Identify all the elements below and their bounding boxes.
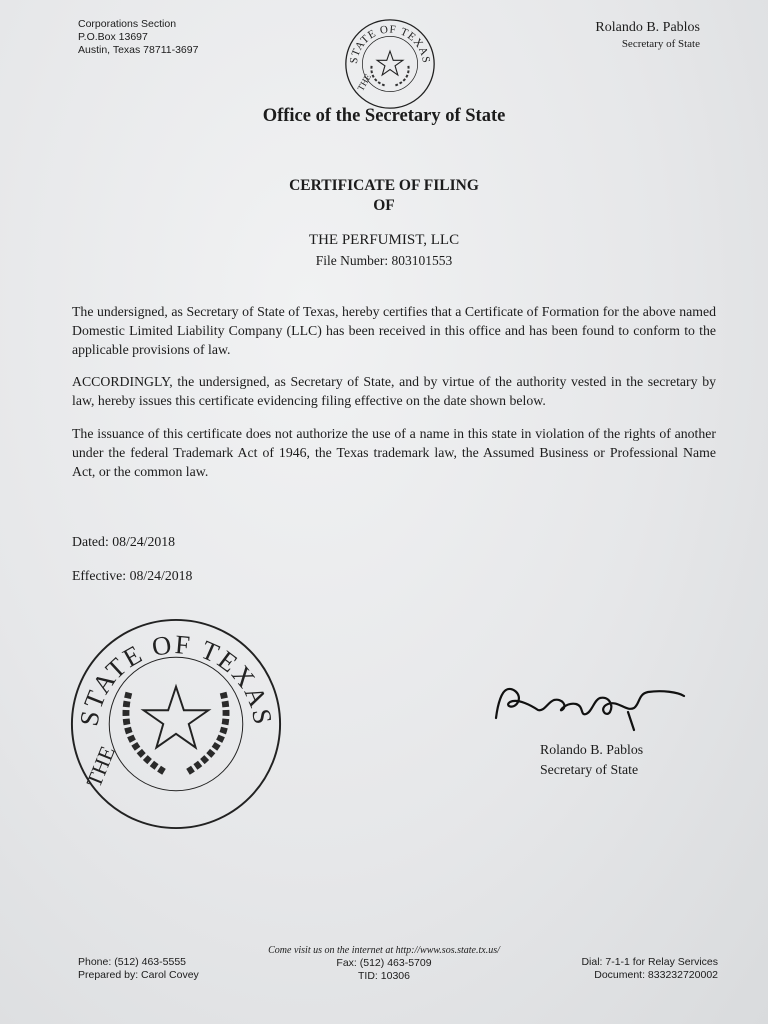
entity-name: THE PERFUMIST, LLC: [308, 232, 460, 248]
texas-seal-small-icon: [344, 18, 436, 110]
paragraph-certification: The undersigned, as Secretary of State of Texas, hereby certifies that a Certificate of Formation for the above named Domestic Limited Liability Company (LLC) has been received in this office and has been found to conform to the applicable provisions of law.: [72, 304, 716, 357]
certificate-title-line-1: CERTIFICATE OF FILING: [289, 177, 479, 194]
certificate-title: [0, 176, 768, 216]
paragraph-disclaimer: The issuance of this certificate does not authorize the use of a name in this state in violation of the rights of another under the federal Trademark Act of 1946, the Texas trademark law, the Assumed Business or Professional Name Act, or the common law.: [72, 426, 716, 479]
address-line-3: Austin, Texas 78711-3697: [78, 44, 199, 56]
return-address: [78, 18, 198, 57]
paragraph-accordingly: ACCORDINGLY, the undersigned, as Secretary of State, and by virtue of the authority vested in the secretary by law, hereby issues this certificate evidencing filing effective on the date shown below.: [72, 374, 716, 408]
svg-text:THE: THE: [355, 72, 374, 93]
footer-dial: Dial: 7-1-1 for Relay Services: [581, 956, 718, 968]
signatory-title: Secretary of State: [540, 762, 639, 777]
address-line-1: Corporations Section: [78, 18, 177, 30]
header-secretary-name: Rolando B. Pablos: [595, 20, 700, 35]
file-number: File Number: 803101553: [315, 253, 453, 268]
signatory-name: Rolando B. Pablos: [540, 742, 644, 757]
header-secretary: [595, 20, 700, 50]
footer-tid: TID: 10306: [358, 970, 410, 982]
footer-prepared-by: Prepared by: Carol Covey: [78, 969, 199, 981]
svg-text:THE: THE: [81, 742, 120, 791]
certificate-title-line-2: OF: [373, 197, 395, 214]
texas-seal-large-icon: [68, 616, 284, 832]
header-secretary-title: Secretary of State: [621, 38, 700, 50]
footer-visit-link: Come visit us on the internet at http://www.sos.state.tx.us/: [268, 945, 500, 956]
effective-line: Effective: 08/24/2018: [72, 568, 193, 583]
office-title: Office of the Secretary of State: [262, 106, 506, 126]
footer-phone: Phone: (512) 463-5555: [78, 956, 186, 968]
footer-right: [581, 956, 718, 982]
signatory-block: [540, 740, 643, 780]
address-line-2: P.O.Box 13697: [78, 31, 148, 43]
svg-text:STATE OF TEXAS: STATE OF TEXAS: [73, 628, 279, 729]
footer-document-number: Document: 833232720002: [594, 969, 718, 981]
svg-text:STATE OF TEXAS: STATE OF TEXAS: [347, 23, 433, 65]
dated-line: Dated: 08/24/2018: [72, 534, 176, 549]
footer-fax: Fax: (512) 463-5709: [336, 957, 432, 969]
secretary-signature-icon: [488, 672, 698, 736]
